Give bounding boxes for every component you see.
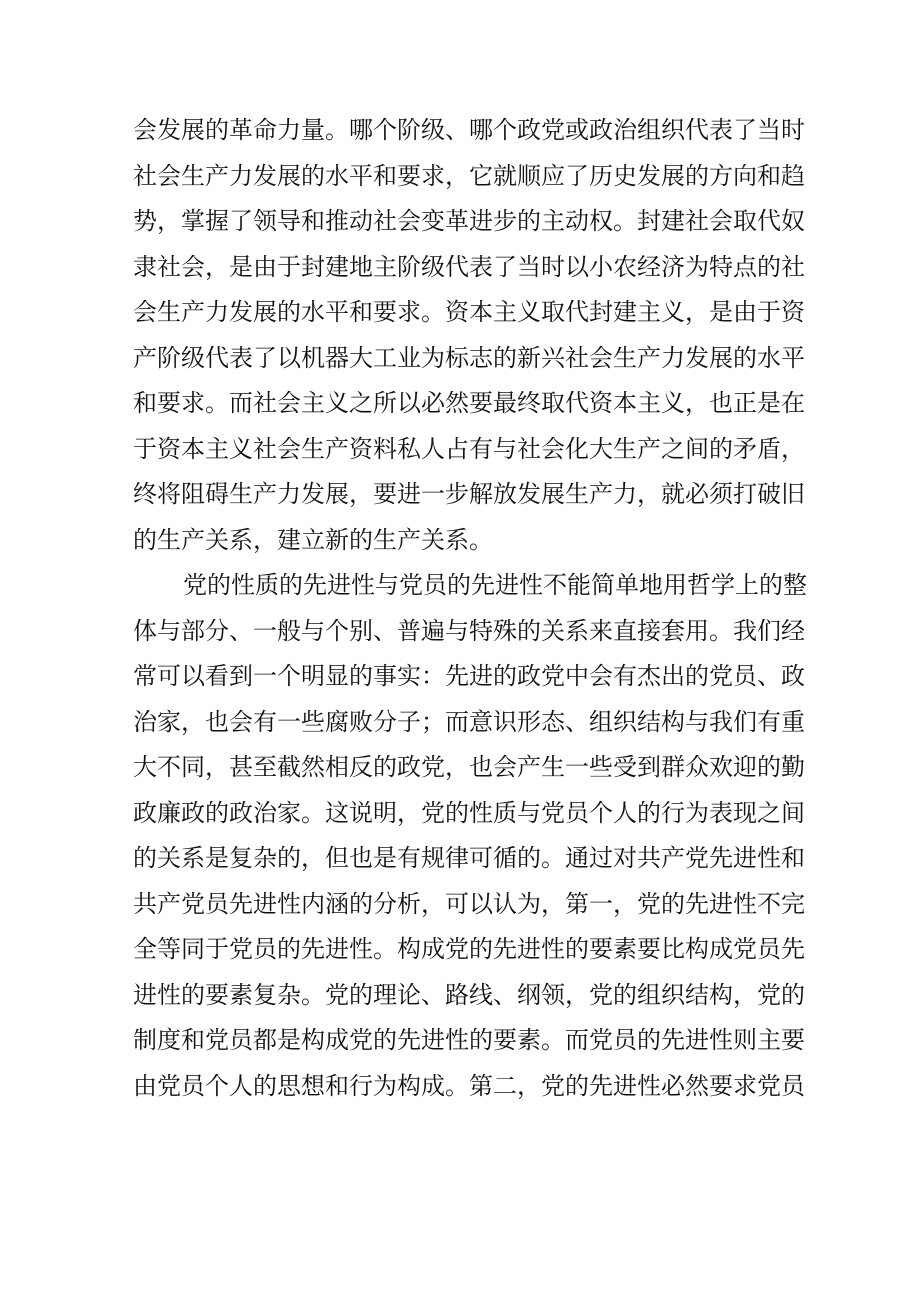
text-line: 由党员个人的思想和行为构成。第二，党的先进性必然要求党员 [133, 1071, 805, 1100]
text-line: 全等同于党员的先进性。构成党的先进性的要素要比构成党员先 [133, 935, 805, 963]
document-body [133, 108, 807, 1109]
text-line: 隶社会，是由于封建地主阶级代表了当时以小农经济为特点的社 [133, 252, 805, 281]
text-line: 和要求。而社会主义之所以必然要最终取代资本主义，也正是在 [133, 389, 805, 417]
text-line: 体与部分、一般与个别、普遍与特殊的关系来直接套用。我们经 [133, 616, 805, 645]
text-line: 政廉政的政治家。这说明，党的性质与党员个人的行为表现之间 [133, 798, 805, 827]
text-line: 的关系是复杂的，但也是有规律可循的。通过对共产党先进性和 [133, 844, 805, 872]
text-line: 产阶级代表了以机器大工业为标志的新兴社会生产力发展的水平 [133, 343, 805, 372]
text-line: 共产党员先进性内涵的分析，可以认为，第一，党的先进性不完 [133, 889, 805, 918]
text-line: 势，掌握了领导和推动社会变革进步的主动权。封建社会取代奴 [133, 207, 805, 235]
text-line: 的生产关系，建立新的生产关系。 [133, 525, 493, 554]
text-line: 大不同，甚至截然相反的政党，也会产生一些受到群众欢迎的勤 [133, 753, 805, 781]
text-line: 社会生产力发展的水平和要求，它就顺应了历史发展的方向和趋 [133, 161, 805, 190]
text-line: 会发展的革命力量。哪个阶级、哪个政党或政治组织代表了当时 [133, 116, 805, 144]
text-line: 进性的要素复杂。党的理论、路线、纲领，党的组织结构，党的 [133, 980, 805, 1009]
text-line: 常可以看到一个明显的事实：先进的政党中会有杰出的党员、政 [133, 662, 805, 690]
text-line: 会生产力发展的水平和要求。资本主义取代封建主义，是由于资 [133, 298, 805, 326]
text-line: 制度和党员都是构成党的先进性的要素。而党员的先进性则主要 [133, 1026, 805, 1054]
text-line: 治家，也会有一些腐败分子；而意识形态、组织结构与我们有重 [133, 707, 805, 736]
text-line: 终将阻碍生产力发展，要进一步解放发展生产力，就必须打破旧 [133, 480, 805, 508]
paragraph-2 [133, 563, 807, 1109]
text-line: 党的性质的先进性与党员的先进性不能简单地用哲学上的整 [183, 571, 807, 599]
text-line: 于资本主义社会生产资料私人占有与社会化大生产之间的矛盾， [133, 434, 805, 463]
paragraph-1 [133, 108, 805, 563]
